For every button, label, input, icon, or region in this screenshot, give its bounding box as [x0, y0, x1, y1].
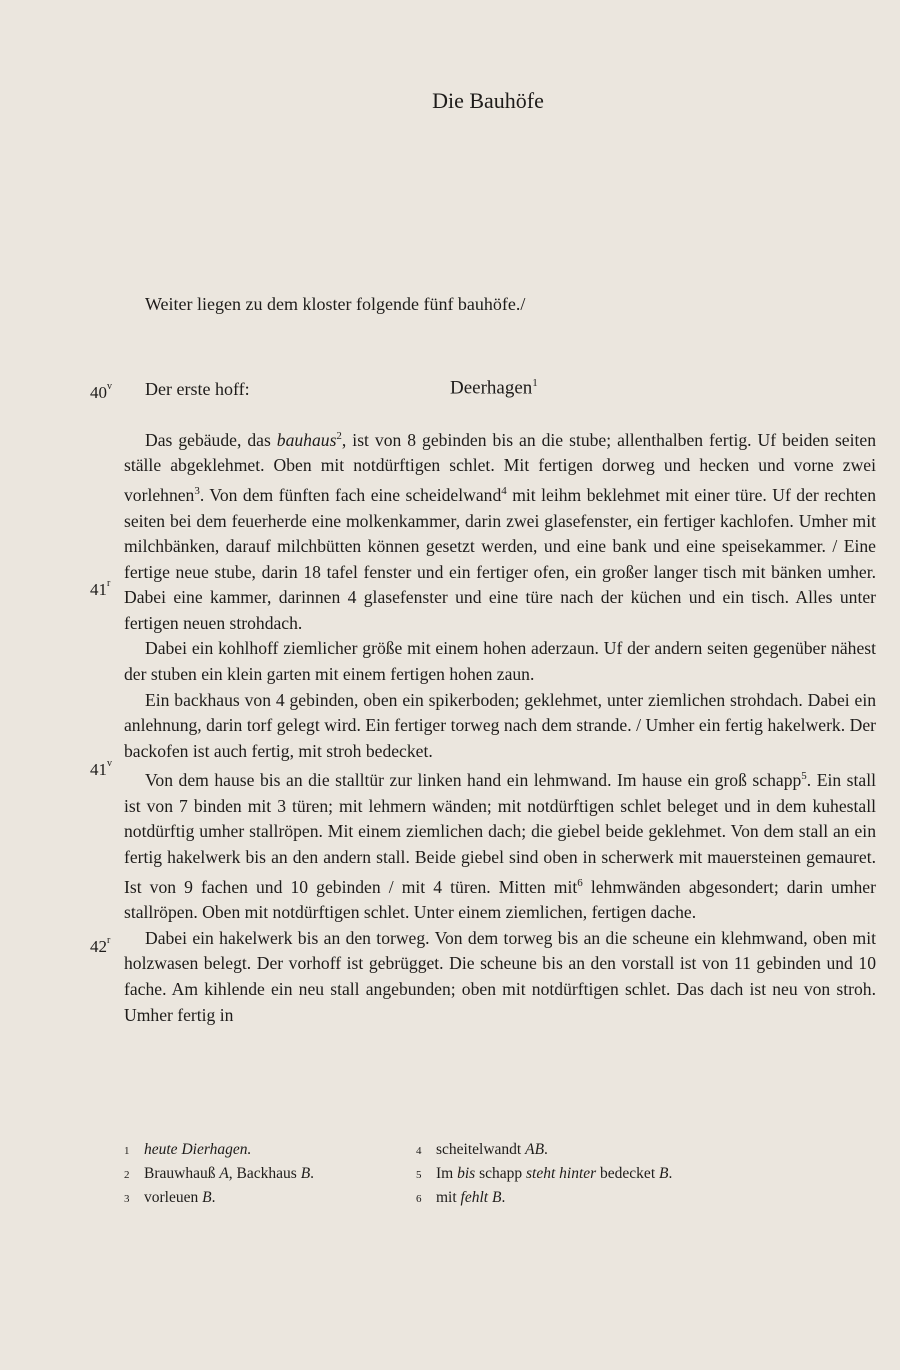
text-run: . [211, 1189, 216, 1206]
text-run: lehmwänden abgesondert; darin umher stallröpen. Oben mit notdürftigen schlet. Unter einem ziemlichen, fertigen dache. [124, 876, 876, 923]
text-run: vorleuen [144, 1189, 203, 1206]
text-run: . Von dem fünften fach eine scheidelwand [199, 484, 502, 505]
footnote-number: 1 [124, 1145, 130, 1157]
text-run: Brauwhauß [144, 1165, 220, 1182]
footnote [124, 1186, 314, 1210]
footnote [124, 1162, 314, 1186]
paragraph-p3 [124, 688, 876, 765]
text-run: Das gebäude, das [145, 429, 277, 450]
text-run: schapp [475, 1165, 526, 1182]
hof-name [450, 377, 538, 399]
folio-marker [90, 383, 112, 403]
footnote-number: 2 [124, 1169, 130, 1181]
footnote-ref: 6 [577, 876, 583, 889]
text-run: mit [436, 1189, 461, 1206]
footnote [416, 1186, 672, 1210]
footnote-number: 5 [416, 1169, 422, 1181]
folio-side: r [107, 578, 111, 589]
text-run: mit leihm beklehmet mit einer türe. Uf der rechten seiten bei dem feuerherde eine molkenkammer, darin zwei glasefenster, ein fertiger kachlofen. Umher mit milchbänken, darauf milchbütten können gesetzt werden, und eine bank und eine speisekammer. / Eine fertige neue stube, darin 18 tafel fenster und ein fertiger ofen, ein großer langer tisch mit bänken umher. Dabei eine kammer, darinnen 4 glasefenster und eine türe nach der küchen und ein tisch. Alles unter fertigen neuen strohdach. [124, 484, 876, 633]
footnote-ref: 3 [194, 485, 200, 498]
folio-number: 41 [90, 580, 107, 599]
footnote-number: 6 [416, 1193, 422, 1205]
hof-name-footnote-ref: 1 [532, 377, 538, 389]
hof-name-text: Deerhagen [450, 377, 533, 399]
folio-number: 42 [90, 937, 107, 956]
text-run: Ein backhaus von 4 gebinden, oben ein spikerboden; geklehmet, unter ziemlichen strohdach. Dabei ein anlehnung, darin torf gelegt wird. Ein fertiger torweg nach dem strande. / Umher ein fertig hakelwerk. Der backofen ist auch fertig, mit stroh bedecket. [124, 689, 876, 761]
text-run: , Backhaus [228, 1165, 301, 1182]
footnote-ref: 5 [801, 770, 807, 783]
italic-text: B [300, 1165, 311, 1182]
intro-sentence: Weiter liegen zu dem kloster folgende fünf bauhöfe./ [145, 294, 526, 314]
folio-marker [90, 937, 110, 957]
footnote [124, 1138, 314, 1162]
footnote-number: 4 [416, 1145, 422, 1157]
body-text [124, 424, 876, 1028]
footnote-ref: 2 [336, 430, 342, 442]
text-run: . [310, 1165, 315, 1182]
footnote [416, 1162, 672, 1186]
text-run: Dabei ein kohlhoff ziemlicher größe mit einem hohen aderzaun. Uf der andern seiten gegenüber nähest der stuben ein klein garten mit einem fertigen hohen zaun. [124, 638, 876, 685]
footnote [416, 1138, 672, 1162]
footnotes-left [124, 1138, 314, 1210]
folio-number: 41 [90, 760, 107, 779]
folio-marker [90, 760, 112, 780]
text-run: scheitelwandt [436, 1141, 526, 1158]
italic-text: B [202, 1189, 212, 1206]
italic-text: bauhaus [276, 429, 337, 450]
footnotes-right [416, 1138, 672, 1210]
folio-marker [90, 580, 110, 600]
folio-number: 40 [90, 383, 107, 402]
italic-text: B [659, 1165, 669, 1182]
italic-text: heute Dierhagen. [144, 1141, 252, 1158]
text-run: . Ein stall ist von 7 binden mit 3 türen; mit lehmern wänden; mit notdürftigen schlet beleget und in dem kuhestall notdürftig umher stallröpen. Mit einem ziemlichen dach; die giebel beide geklehmet. Von dem stall an ein fertig hakelwerk bis an den andern stall. Beide giebel sind oben in scherwerk mit mauersteinen gemauret. Ist von 9 fachen und 10 gebinden / mit 4 türen. Mitten mit [124, 770, 876, 897]
text-run: Dabei ein hakelwerk bis an den torweg. Von dem torweg bis an die scheune ein klehmwand, oben mit holzwasen belegt. Der vorhoff ist gebrügget. Die scheune bis an den vorstall ist von 11 gebinden und 10 fache. Am kihlende ein neu stall angebunden; oben mit notdürftigen schlet. Das dach ist neu von stroh. Umher fertig in [124, 927, 876, 1025]
paragraph-p4 [124, 764, 876, 925]
italic-text: fehlt B [460, 1189, 502, 1206]
folio-side: v [107, 758, 112, 769]
hof-label: Der erste hoff: [145, 379, 250, 399]
folio-side: v [107, 381, 112, 392]
italic-text: A [219, 1165, 229, 1182]
footnote-number: 3 [124, 1193, 130, 1205]
italic-text: bis [457, 1165, 476, 1182]
footnote-ref: 4 [501, 485, 507, 498]
paragraph-p1 [124, 424, 876, 636]
italic-text: steht hinter [525, 1165, 597, 1182]
text-run: . [501, 1189, 506, 1206]
italic-text: AB [525, 1141, 545, 1158]
text-run: . [544, 1141, 548, 1158]
paragraph-p5 [124, 926, 876, 1028]
text-run: bedecket [596, 1165, 659, 1182]
text-run: . [668, 1165, 673, 1182]
text-run: Im [436, 1165, 458, 1182]
folio-side: r [107, 935, 111, 946]
text-run: , ist von 8 gebinden bis an die stube; allenthalben fertig. Uf beiden seiten ställe abgeklehmet. Oben mit notdürftigen schlet. Mit fertigen dorweg und hecken und vorne zwei vorlehnen [124, 429, 876, 505]
page-title: Die Bauhöfe [432, 88, 544, 113]
paragraph-p2 [124, 636, 876, 687]
text-run: Von dem hause bis an die stalltür zur linken hand ein lehmwand. Im hause ein groß schapp [145, 770, 802, 791]
